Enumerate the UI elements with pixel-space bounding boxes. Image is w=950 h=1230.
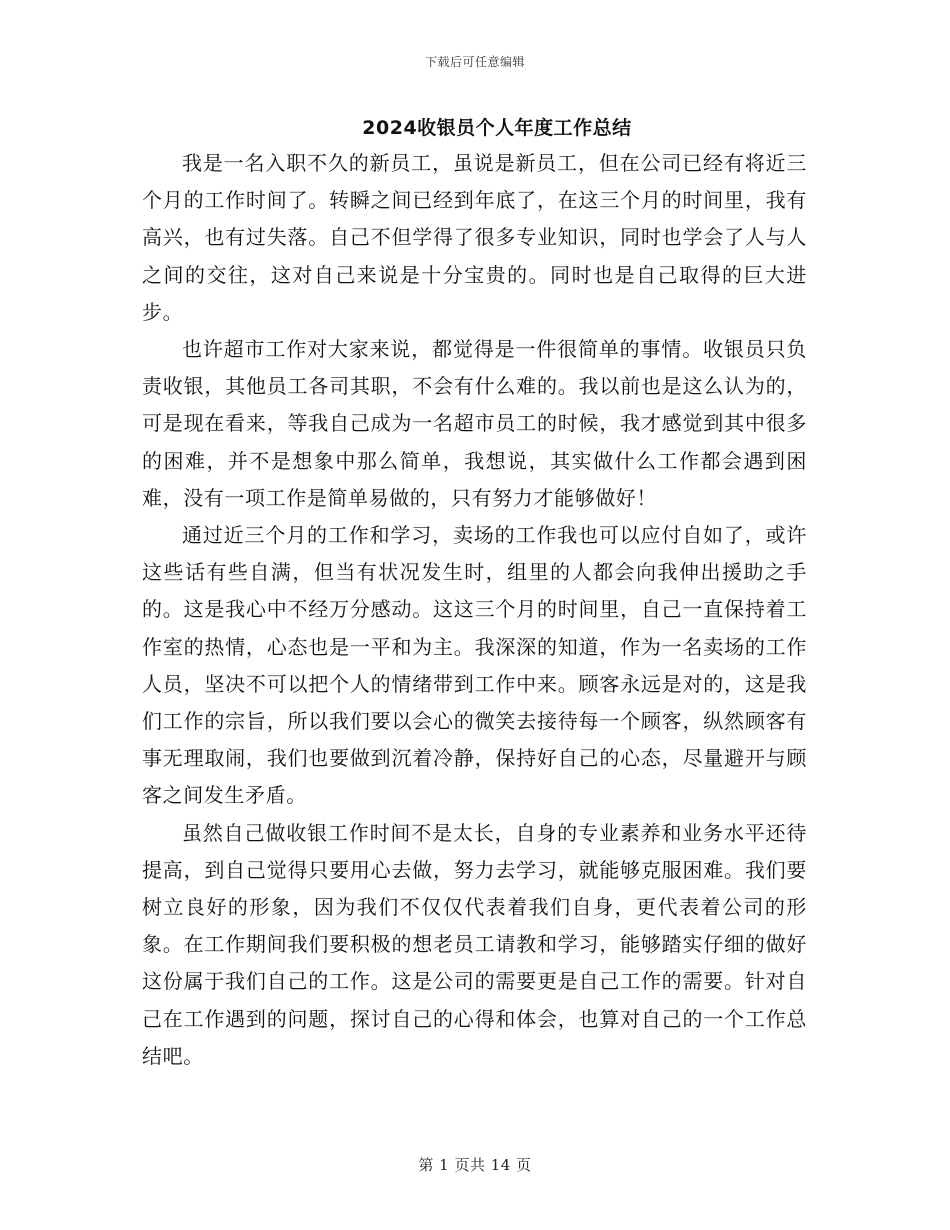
document-title: 2024收银员个人年度工作总结 bbox=[362, 117, 632, 139]
page-footer: 第 1 页共 14 页 bbox=[418, 1156, 532, 1174]
document-body bbox=[142, 145, 807, 1075]
paragraph-2: 也许超市工作对大家来说，都觉得是一件很简单的事情。收银员只负责收银，其他员工各司其职，不会有什么难的。我以前也是这么认为的，可是现在看来，等我自己成为一名超市员工的时候，我才感觉到其中很多的困难，并不是想象中那么简单，我想说，其实做什么工作都会遇到困难，没有一项工作是简单易做的，只有努力才能够做好！ bbox=[142, 337, 807, 510]
paragraph-4: 虽然自己做收银工作时间不是太长，自身的专业素养和业务水平还待提高，到自己觉得只要用心去做，努力去学习，就能够克服困难。我们要树立良好的形象，因为我们不仅仅代表着我们自身，更代表着公司的形象。在工作期间我们要积极的想老员工请教和学习，能够踏实仔细的做好这份属于我们自己的工作。这是公司的需要更是自己工作的需要。针对自己在工作遇到的问题，探讨自己的心得和体会，也算对自己的一个工作总结吧。 bbox=[142, 820, 807, 1068]
paragraph-3: 通过近三个月的工作和学习，卖场的工作我也可以应付自如了，或许这些话有些自满，但当有状况发生时，组里的人都会向我伸出援助之手的。这是我心中不经万分感动。这这三个月的时间里，自己一直保持着工作室的热情，心态也是一平和为主。我深深的知道，作为一名卖场的工作人员，坚决不可以把个人的情绪带到工作中来。顾客永远是对的，这是我们工作的宗旨，所以我们要以会心的微笑去接待每一个顾客，纵然顾客有事无理取闹，我们也要做到沉着冷静，保持好自己的心态，尽量避开与顾客之间发生矛盾。 bbox=[142, 523, 807, 808]
page-header: 下载后可任意编辑 bbox=[424, 55, 525, 69]
paragraph-1: 我是一名入职不久的新员工，虽说是新员工，但在公司已经有将近三个月的工作时间了。转瞬之间已经到年底了，在这三个月的时间里，我有高兴，也有过失落。自己不但学得了很多专业知识，同时也学会了人与人之间的交往，这对自己来说是十分宝贵的。同时也是自己取得的巨大进步。 bbox=[142, 151, 807, 324]
